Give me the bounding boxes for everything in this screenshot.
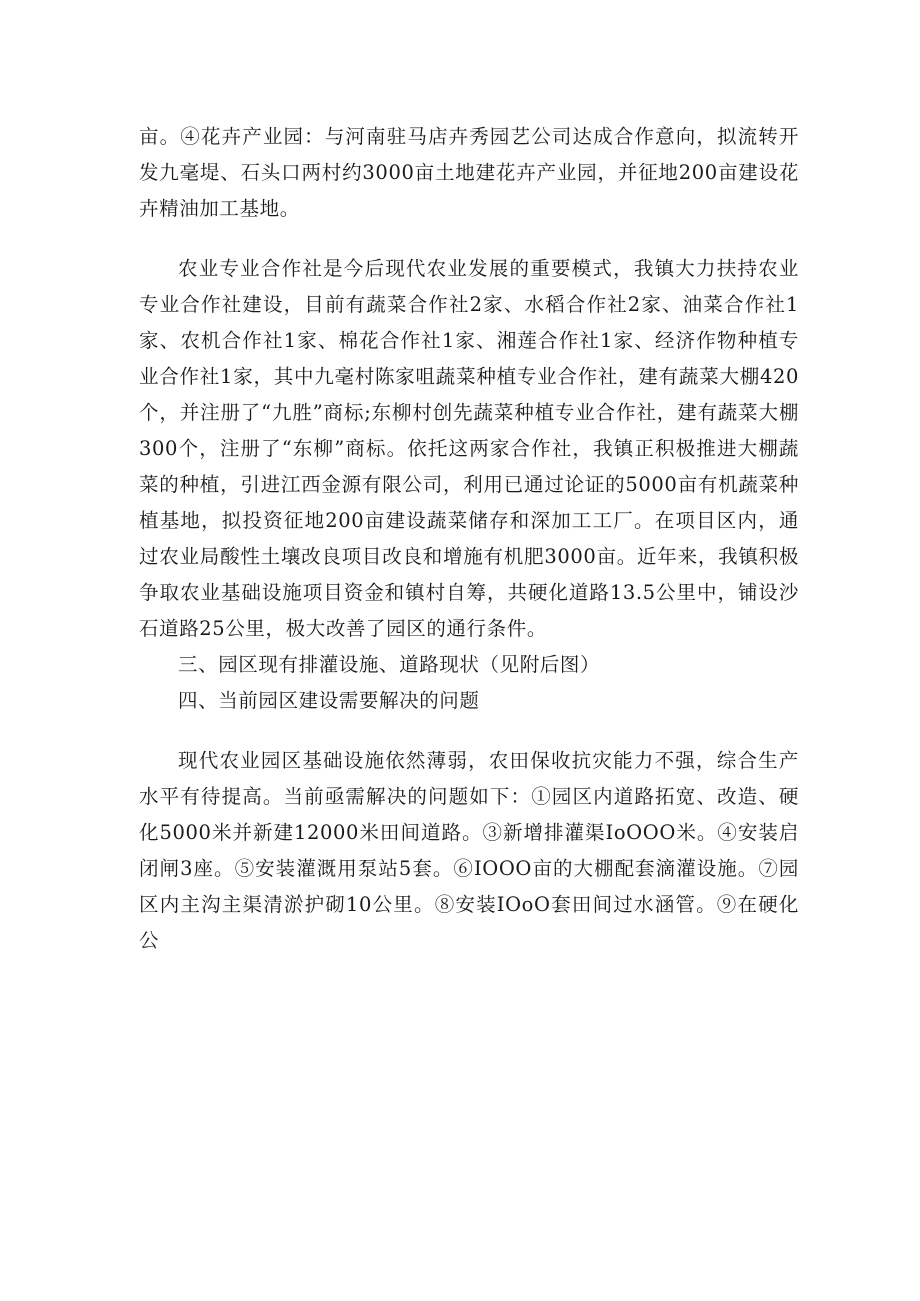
document-body [139,119,799,959]
paragraph-problems: 现代农业园区基础设施依然薄弱，农田保收抗灾能力不强，综合生产水平有待提高。当前亟需解决的问题如下：①园区内道路拓宽、改造、硬化5000米并新建12000米田间道路。③新增排灌渠IoOOO米。④安装启闭闸3座。⑤安装灌溉用泵站5套。⑥IOOO亩的大棚配套滴灌设施。⑦园区内主沟主渠清淤护砌10公里。⑧安装IOoO套田间过水涵管。⑨在硬化公 [139,749,799,952]
section-heading-drainage-roads: 三、园区现有排灌设施、道路现状（见附后图） [178,653,601,676]
section-heading-problems: 四、当前园区建设需要解决的问题 [178,689,480,712]
paragraph-cooperatives: 农业专业合作社是今后现代农业发展的重要模式，我镇大力扶持农业专业合作社建设，目前有蔬菜合作社2家、水稻合作社2家、油菜合作社1家、农机合作社1家、棉花合作社1家、湘莲合作社1家、经济作物种植专业合作社1家，其中九毫村陈家咀蔬菜种植专业合作社，建有蔬菜大棚420个，并注册了“九胜”商标;东柳村创先蔬菜种植专业合作社，建有蔬菜大棚300个，注册了“东柳”商标。依托这两家合作社，我镇正积极推进大棚蔬菜的种植，引进江西金源有限公司，利用已通过论证的5000亩有机蔬菜种植基地，拟投资征地200亩建设蔬菜储存和深加工工厂。在项目区内，通过农业局酸性土壤改良项目改良和增施有机肥3000亩。近年来，我镇积极争取农业基础设施项目资金和镇村自筹，共硬化道路13.5公里中，铺设沙石道路25公里，极大改善了园区的通行条件。 [139,257,799,640]
paragraph-flower-park: 亩。④花卉产业园：与河南驻马店卉秀园艺公司达成合作意向，拟流转开发九毫堤、石头口两村约3000亩土地建花卉产业园，并征地200亩建设花卉精油加工基地。 [139,125,799,220]
